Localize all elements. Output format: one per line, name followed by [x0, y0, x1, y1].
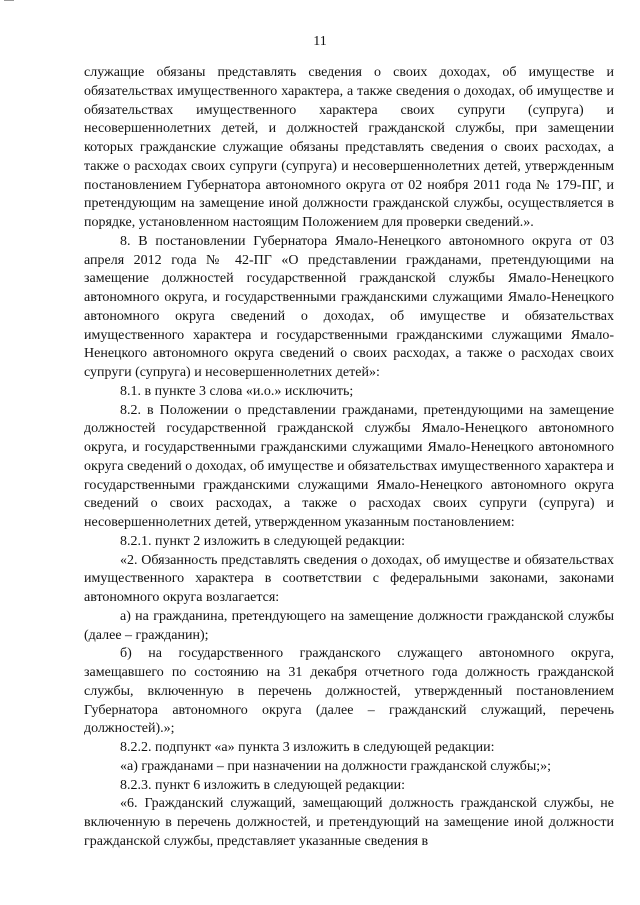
- paragraph: «2. Обязанность представлять сведения о доходах, об имуществе и обязательствах имущественного характера в соответствии с федеральными законами, законами автономного округа возлагается:: [84, 552, 614, 605]
- paragraph: 8. В постановлении Губернатора Ямало-Ненецкого автономного округа от 03 апреля 2012 года № 42-ПГ «О представлении гражданами, претендующими на замещение должностей государственной гражданской службы Ямало-Ненецкого автономного округа, и государственными гражданскими служащими Ямало-Ненецкого автономного округа сведений о доходах, об имуществе и обязательствах имущественного характера и государственными гражданскими служащими Ямало-Ненецкого автономного округа сведений о своих расходах, а также о расходах своих супруги (супруга) и несовершеннолетних детей»:: [84, 233, 614, 380]
- paragraph: «а) гражданами – при назначении на должности гражданской службы;»;: [120, 758, 552, 774]
- paragraph: служащие обязаны представлять сведения о своих доходах, об имуществе и обязательствах имущественного характера, а также сведения о доходах, об имуществе и обязательствах имущественного характера своих супруги (супруга) и несовершеннолетних детей, и должностей гражданской службы, при замещении которых гражданские служащие обязаны представлять сведения о своих расходах, а также о расходах своих супруги (супруга) и несовершеннолетних детей, утвержденным постановлением Губернатора автономного округа от 02 ноября 2011 года № 179-ПГ, и претендующим на замещение иной должности гражданской службы, осуществляется в порядке, установленном настоящим Положением для проверки сведений.».: [84, 65, 614, 230]
- document-body: [84, 64, 614, 852]
- paragraph: б) на государственного гражданского служащего автономного округа, замещавшего по состоянию на 31 декабря отчетного года должность гражданской службы, включенную в перечень должностей, утвержденный постановлением Губернатора автономного округа (далее – гражданский служащий, перечень должностей).»;: [84, 646, 614, 737]
- paragraph: «6. Гражданский служащий, замещающий должность гражданской службы, не включенную в перечень должностей, и претендующий на замещение иной должности гражданской службы, представляет указанные сведения в: [84, 796, 614, 849]
- paragraph: 8.2. в Положении о представлении гражданами, претендующими на замещение должностей государственной гражданской службы Ямало-Ненецкого автономного округа, и государственными гражданскими служащими Ямало-Ненецкого автономного округа сведений о доходах, об имуществе и обязательствах имущественного характера и государственными гражданскими служащими Ямало-Ненецкого автономного округа сведений о своих расходах, а также о расходах своих супруги (супруга) и несовершеннолетних детей, утвержденном указанным постановлением:: [84, 402, 614, 530]
- paragraph: 8.2.1. пункт 2 изложить в следующей редакции:: [120, 533, 405, 549]
- paragraph: 8.1. в пункте 3 слова «и.о.» исключить;: [120, 383, 354, 399]
- corner-mark: [4, 0, 14, 5]
- paragraph: 8.2.3. пункт 6 изложить в следующей редакции:: [120, 777, 405, 793]
- page-number: 11: [313, 34, 327, 49]
- paragraph: а) на гражданина, претендующего на замещение должности гражданской службы (далее – гражданин);: [84, 608, 614, 643]
- paragraph: 8.2.2. подпункт «а» пункта 3 изложить в следующей редакции:: [120, 740, 495, 755]
